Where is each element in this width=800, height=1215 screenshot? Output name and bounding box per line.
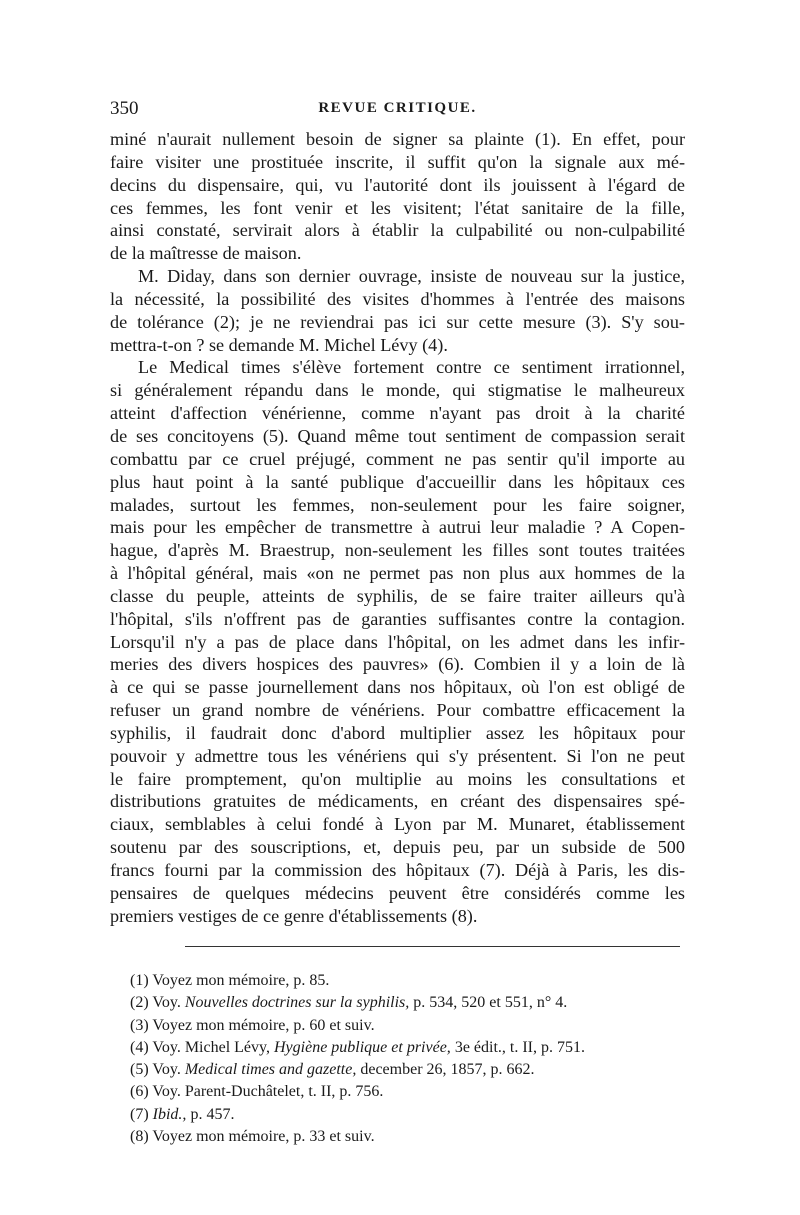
footnote: [130, 1104, 670, 1126]
text-line: meries des divers hospices des pauvres» (6). Combien il y a loin de là: [110, 654, 685, 675]
text-line: hague, d'après M. Braestrup, non-seulement les filles sont toutes traitées: [110, 540, 685, 561]
footnote-title: Nouvelles doctrines sur la syphilis,: [184, 994, 410, 1012]
text-line: decins du dispensaire, qui, vu l'autorité dont ils jouissent à l'égard de: [110, 174, 685, 195]
running-title: REVUE CRITIQUE.: [318, 100, 477, 116]
text-line: Le Medical times s'élève fortement contre ce sentiment irrationnel,: [138, 357, 685, 378]
text-line: soutenu par des souscriptions, et, depuis peu, par un subside de 500: [110, 837, 685, 858]
footnote: [130, 1015, 670, 1037]
text-line: l'hôpital, s'ils n'offrent pas de garanties suffisantes contre la contagion.: [110, 608, 685, 629]
text-line: premiers vestiges de ce genre d'établissements (8).: [110, 905, 478, 926]
footnotes: [130, 970, 670, 1148]
footnote-text: Voy.: [152, 1061, 181, 1079]
footnote-text: Voyez mon mémoire, p. 85.: [152, 972, 330, 989]
paragraph: [110, 356, 685, 927]
text-line: combattu par ce cruel préjugé, comment ne pas sentir qu'il importe au: [110, 448, 685, 469]
footnote-text: december 26, 1857, p. 662.: [360, 1061, 535, 1079]
footnote-title: Medical times and gazette,: [184, 1061, 357, 1079]
page-number: 350: [110, 98, 139, 119]
text-line: mettra-t-on ? se demande M. Michel Lévy (4).: [110, 334, 448, 355]
text-line: pouvoir y admettre tous les vénériens qui s'y présentent. Si l'on ne peut: [110, 745, 685, 766]
footnote-separator-rule: [185, 946, 680, 947]
footnote-text: Voy.: [152, 994, 181, 1012]
text-line: atteint d'affection vénérienne, comme n'ayant pas droit à la charité: [110, 403, 685, 424]
text-line: la nécessité, la possibilité des visites d'hommes à l'entrée des maisons: [110, 288, 685, 309]
text-line: francs fourni par la commission des hôpitaux (7). Déjà à Paris, les dis-: [110, 860, 685, 880]
footnote-text: Voy. Parent-Duchâtelet, t. II, p. 756.: [152, 1083, 384, 1101]
paragraph: [110, 128, 685, 265]
footnote-mark: (4): [130, 1038, 149, 1056]
footnote-mark: (7): [130, 1105, 149, 1123]
text-line: classe du peuple, atteints de syphilis, de se faire traiter ailleurs qu'à: [110, 585, 685, 606]
footnote: [130, 970, 670, 992]
paragraph: [110, 265, 685, 356]
body-text: [110, 128, 685, 928]
footnote-text: Voyez mon mémoire, p. 33 et suiv.: [152, 1128, 375, 1146]
text-line: mais pour les empêcher de transmettre à autrui leur maladie ? A Copen-: [110, 517, 685, 538]
text-line: ces femmes, les font venir et les visitent; l'état sanitaire de la fille,: [110, 197, 685, 218]
footnote: [130, 1081, 670, 1103]
text-line: de tolérance (2); je ne reviendrai pas ici sur cette mesure (3). S'y sou-: [110, 311, 685, 332]
footnote-text: p. 457.: [190, 1105, 235, 1123]
footnote: [130, 992, 670, 1014]
text-line: miné n'aurait nullement besoin de signer sa plainte (1). En effet, pour: [110, 129, 685, 149]
text-line: de ses concitoyens (5). Quand même tout sentiment de compassion serait: [110, 425, 685, 446]
footnote-text: 3e édit., t. II, p. 751.: [454, 1038, 586, 1056]
text-line: distributions gratuites de médicaments, en créant des dispensaires spé-: [110, 791, 685, 812]
text-line: faire visiter une prostituée inscrite, il suffit qu'on la signale aux mé-: [110, 151, 685, 172]
text-line: syphilis, il faudrait donc d'abord multiplier assez les hôpitaux pour: [110, 722, 685, 743]
text-line: M. Diday, dans son dernier ouvrage, insiste de nouveau sur la justice,: [138, 266, 685, 287]
text-line: ainsi constaté, servirait alors à établir la culpabilité ou non-culpabilité: [110, 220, 685, 241]
text-line: refuser un grand nombre de vénériens. Pour combattre efficacement la: [110, 700, 685, 721]
footnote-mark: (2): [130, 994, 149, 1012]
footnote-mark: (8): [130, 1128, 149, 1146]
text-line: à l'hôpital général, mais «on ne permet pas non plus aux hommes de la: [110, 563, 685, 584]
footnote-mark: (6): [130, 1083, 149, 1101]
footnote-mark: (1): [130, 972, 149, 989]
footnote-mark: (5): [130, 1061, 149, 1079]
footnote: [130, 1059, 670, 1081]
footnote-text: Voy. Michel Lévy,: [152, 1038, 270, 1056]
footnote-title: Ibid.,: [152, 1105, 187, 1123]
page-header: [110, 98, 685, 122]
text-line: plus haut point à la santé publique d'accueillir dans les hôpitaux ces: [110, 471, 685, 492]
text-line: si généralement répandu dans le monde, qui stigmatise le malheureux: [110, 380, 685, 401]
text-line: à ce qui se passe journellement dans nos hôpitaux, où l'on est obligé de: [110, 677, 685, 698]
footnote-title: Hygiène publique et privée,: [273, 1038, 451, 1056]
footnote: [130, 1126, 670, 1148]
text-line: Lorsqu'il n'y a pas de place dans l'hôpital, on les admet dans les infir-: [110, 631, 685, 652]
footnote-text: p. 534, 520 et 551, n° 4.: [413, 994, 568, 1012]
text-line: ciaux, semblables à celui fondé à Lyon par M. Munaret, établissement: [110, 814, 685, 835]
footnote-mark: (3): [130, 1016, 149, 1034]
footnote: [130, 1037, 670, 1059]
footnote-text: Voyez mon mémoire, p. 60 et suiv.: [152, 1016, 375, 1034]
text-line: malades, surtout les femmes, non-seulement pour les faire soigner,: [110, 494, 685, 515]
text-line: de la maîtresse de maison.: [110, 243, 302, 264]
text-line: le faire promptement, qu'on multiplie au moins les consultations et: [110, 768, 685, 789]
text-line: pensaires de quelques médecins peuvent être considérés comme les: [110, 882, 685, 903]
